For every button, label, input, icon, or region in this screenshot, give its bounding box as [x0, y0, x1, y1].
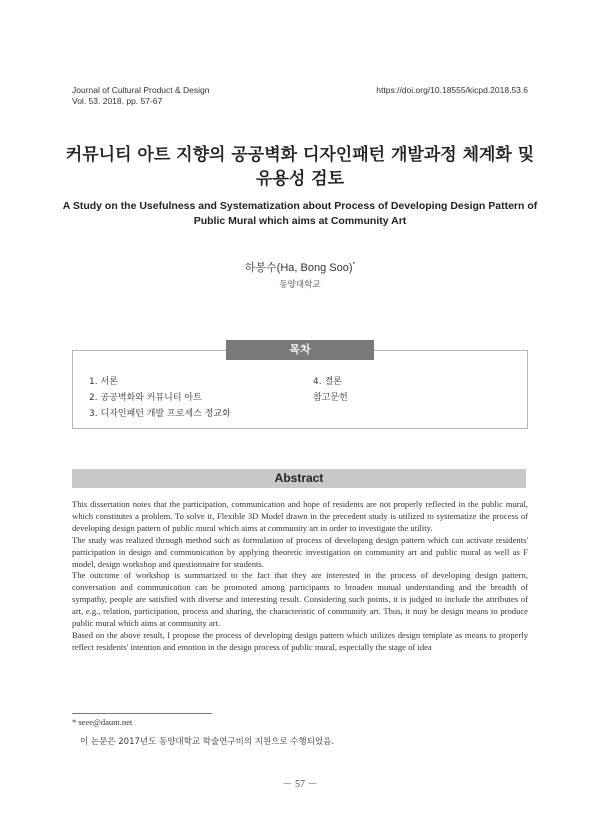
toc-item: 4. 결론 [313, 377, 342, 387]
korean-title-line2: 유용성 검토 [255, 169, 345, 189]
footnote-email: * seee@daum.net [72, 717, 133, 727]
journal-name: Journal of Cultural Product & Design [72, 85, 210, 95]
english-title-line1: A Study on the Usefulness and Systematization about Process of Developing Design Pattern of [62, 200, 538, 212]
author-name: 하봉수(Ha, Bong Soo) [244, 262, 353, 274]
korean-title-line1: 커뮤니티 아트 지향의 공공벽화 디자인패턴 개발과정 체계화 및 [65, 145, 535, 165]
abstract-body [72, 499, 528, 654]
abstract-paragraph: This dissertation notes that the participation, communication and hope of residents are not properly reflected in the public mural, which constitutes a problem. To solve it, Flexible 3D Model drawn in the precedent study is utilized to systematize the process of developing design pattern of public mural which aims at community art in order to investigate the utility. [72, 499, 528, 533]
abstract-paragraph: The study was realized through method such as formulation of process of developing design pattern which can activate residents' participation in design and communication by applying theoretic investigation on community art and public mural as well as F model, design workshop and questionnaire for students. [72, 534, 528, 569]
page-number: － 57 － [282, 779, 318, 790]
english-title-line2: Public Mural which aims at Community Art [193, 215, 407, 227]
journal-volume: Vol. 53. 2018. pp. 57-67 [72, 96, 163, 106]
footnote-divider [72, 713, 212, 714]
abstract-paragraph: Based on the above result, I propose the process of developing design pattern which utilizes design template as means to properly reflect residents' intention and emotion in the design process of public mural, especially the stage of idea [72, 629, 528, 652]
toc-item: 3. 디자인패턴 개발 프로세스 정교화 [89, 409, 231, 419]
toc-item: 1. 서론 [89, 377, 118, 387]
journal-info [72, 85, 210, 107]
abstract-heading: Abstract [72, 469, 526, 488]
abstract-paragraph: The outcome of workshop is summarized to the fact that they are interested in the process of developing design pattern, conversation and communication can be promoted among participants to broaden mutual understanding and the breadth of sympathy, people are satisfied with diverse and interesting result. Considering such points, it is judged to include the attributes of art, e.g., relation, participation, process and sharing, the characteristic of community art. Thus, it may be design means to produce public mural which aims at community art. [72, 570, 528, 629]
footnote-funding: 이 논문은 2017년도 동양대학교 학술연구비의 지원으로 수행되었음. [80, 737, 335, 747]
english-title [55, 199, 545, 229]
toc-item: 참고문헌 [313, 393, 348, 403]
author [0, 259, 600, 275]
toc-item: 2. 공공벽화와 커뮤니티 아트 [89, 393, 202, 403]
toc-heading: 목차 [226, 340, 374, 360]
korean-title [50, 143, 550, 191]
doi-link[interactable]: https://doi.org/10.18555/kicpd.2018.53.6 [376, 85, 528, 95]
author-affiliation: 동양대학교 [279, 279, 321, 289]
author-footnote-mark: * [352, 261, 356, 269]
